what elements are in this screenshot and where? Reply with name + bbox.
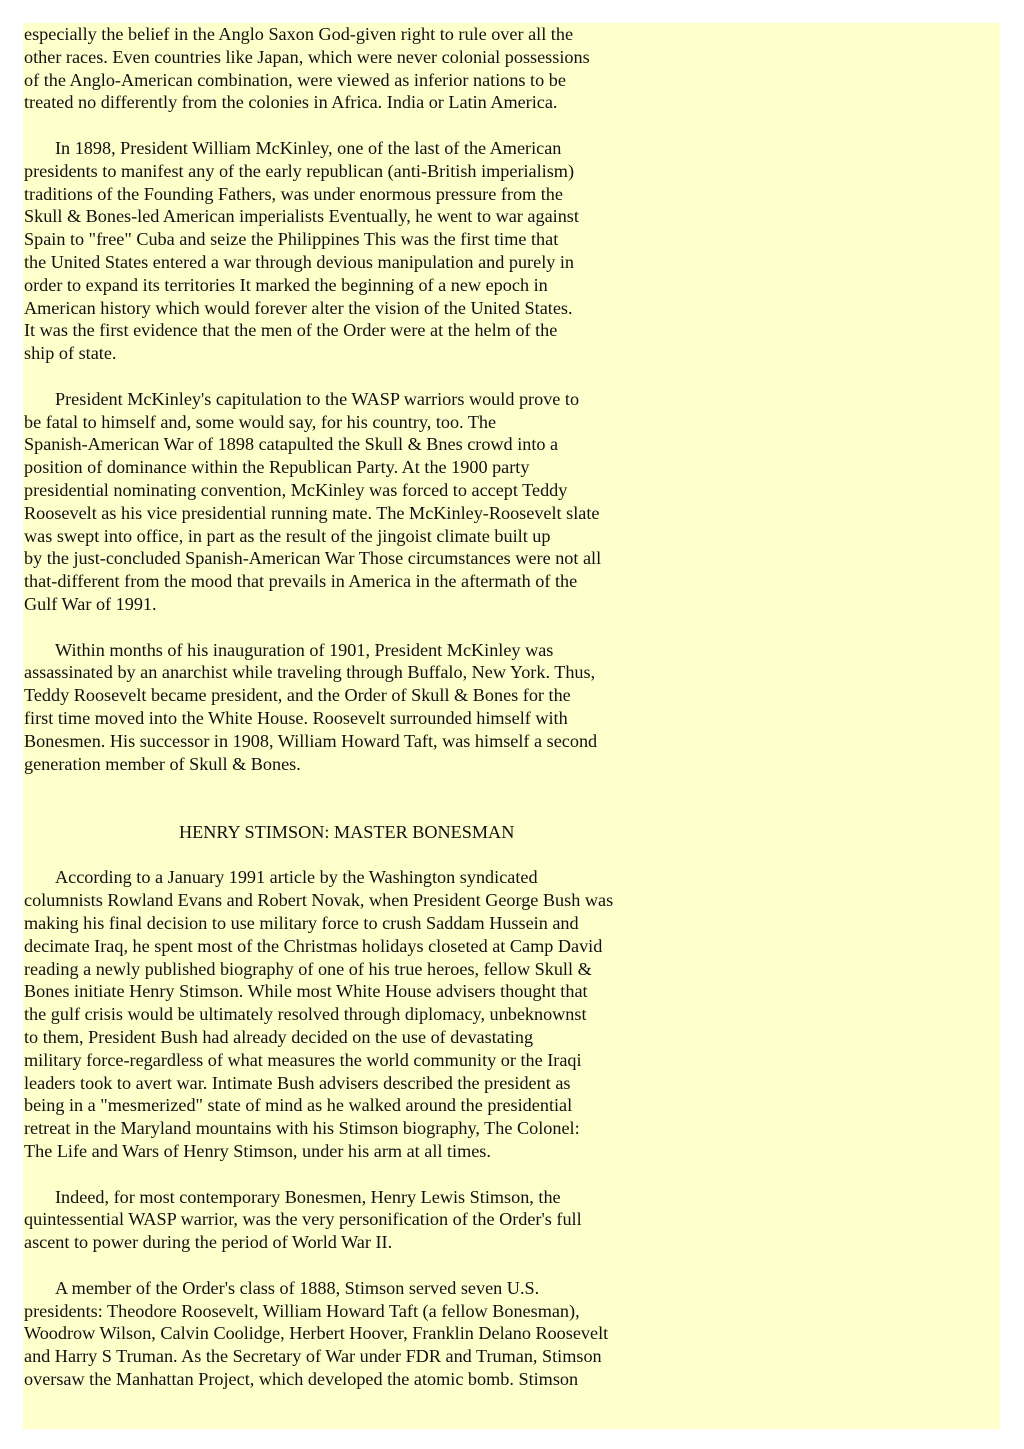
text-line: Roosevelt as his vice presidential running mate. The McKinley-Roosevelt slate: [24, 502, 600, 523]
text-line: that-different from the mood that prevails in America in the aftermath of the: [24, 571, 578, 592]
text-line: assassinated by an anarchist while traveling through Buffalo, New York. Thus,: [24, 662, 596, 683]
paragraph: [24, 1186, 724, 1254]
text-line: Skull & Bones-led American imperialists Eventually, he went to war against: [24, 206, 579, 227]
text-line: order to expand its territories It marked the beginning of a new epoch in: [24, 274, 548, 295]
document-body: [24, 23, 724, 1414]
text-line: be fatal to himself and, some would say, for his country, too. The: [24, 411, 497, 432]
text-line: treated no differently from the colonies in Africa. India or Latin America.: [24, 92, 558, 113]
text-line: presidents: Theodore Roosevelt, William Howard Taft (a fellow Bonesman),: [24, 1300, 580, 1321]
paragraph: [24, 23, 724, 114]
text-line: Woodrow Wilson, Calvin Coolidge, Herbert Hoover, Franklin Delano Roosevelt: [24, 1323, 609, 1344]
text-line: presidents to manifest any of the early republican (anti-British imperialism): [24, 160, 575, 181]
text-line: President McKinley's capitulation to the WASP warriors would prove to: [55, 388, 580, 409]
text-line: ship of state.: [24, 343, 117, 364]
text-line: Spain to "free" Cuba and seize the Philippines This was the first time that: [24, 229, 559, 250]
section-heading: HENRY STIMSON: MASTER BONESMAN: [179, 821, 515, 842]
paragraph: [24, 639, 724, 776]
text-line: of the Anglo-American combination, were viewed as inferior nations to be: [24, 69, 566, 90]
text-line: oversaw the Manhattan Project, which developed the atomic bomb. Stimson: [24, 1369, 579, 1390]
text-line: reading a newly published biography of one of his true heroes, fellow Skull &: [24, 958, 592, 979]
text-line: presidential nominating convention, McKinley was forced to accept Teddy: [24, 479, 568, 500]
paragraph-group-intro: [24, 23, 724, 775]
text-line: first time moved into the White House. Roosevelt surrounded himself with: [24, 707, 568, 728]
text-line: decimate Iraq, he spent most of the Christmas holidays closeted at Camp David: [24, 935, 603, 956]
text-line: A member of the Order's class of 1888, Stimson served seven U.S.: [55, 1277, 540, 1298]
text-line: Within months of his inauguration of 1901, President McKinley was: [55, 639, 554, 660]
text-line: leaders took to avert war. Intimate Bush advisers described the president as: [24, 1072, 571, 1093]
text-line: Bones initiate Henry Stimson. While most White House advisers thought that: [24, 981, 588, 1002]
paragraph: [24, 1277, 724, 1391]
text-line: position of dominance within the Republican Party. At the 1900 party: [24, 457, 530, 478]
paragraph-group-stimson: [24, 866, 724, 1390]
text-line: Spanish-American War of 1898 catapulted the Skull & Bnes crowd into a: [24, 434, 559, 455]
text-line: other races. Even countries like Japan, which were never colonial possessions: [24, 46, 590, 67]
paragraph: [24, 866, 724, 1162]
text-line: especially the belief in the Anglo Saxon God-given right to rule over all the: [24, 24, 574, 44]
text-line: traditions of the Founding Fathers, was under enormous pressure from the: [24, 183, 563, 204]
text-line: and Harry S Truman. As the Secretary of War under FDR and Truman, Stimson: [24, 1346, 602, 1367]
text-line: Indeed, for most contemporary Bonesmen, Henry Lewis Stimson, the: [55, 1186, 561, 1207]
text-line: ascent to power during the period of World War II.: [24, 1232, 393, 1253]
text-line: Teddy Roosevelt became president, and the Order of Skull & Bones for the: [24, 685, 571, 706]
text-line: According to a January 1991 article by the Washington syndicated: [55, 867, 538, 888]
text-line: military force-regardless of what measures the world community or the Iraqi: [24, 1049, 582, 1070]
document-page: [23, 23, 1000, 1429]
text-line: quintessential WASP warrior, was the very personification of the Order's full: [24, 1209, 582, 1230]
text-line: generation member of Skull & Bones.: [24, 753, 301, 774]
text-line: The Life and Wars of Henry Stimson, under his arm at all times.: [24, 1141, 491, 1162]
text-line: It was the first evidence that the men of the Order were at the helm of the: [24, 320, 558, 341]
text-line: to them, President Bush had already decided on the use of devastating: [24, 1027, 534, 1048]
paragraph: [24, 388, 724, 616]
text-line: American history which would forever alter the vision of the United States.: [24, 297, 573, 318]
text-line: the United States entered a war through devious manipulation and purely in: [24, 251, 575, 272]
text-line: Bonesmen. His successor in 1908, William Howard Taft, was himself a second: [24, 730, 598, 751]
text-line: by the just-concluded Spanish-American War Those circumstances were not all: [24, 548, 602, 569]
paragraph: [24, 137, 724, 365]
text-line: making his final decision to use military force to crush Saddam Hussein and: [24, 913, 579, 934]
text-line: the gulf crisis would be ultimately resolved through diplomacy, unbeknownst: [24, 1004, 587, 1025]
text-line: was swept into office, in part as the result of the jingoist climate built up: [24, 525, 551, 546]
text-line: In 1898, President William McKinley, one of the last of the American: [55, 137, 562, 158]
text-line: retreat in the Maryland mountains with his Stimson biography, The Colonel:: [24, 1118, 580, 1139]
text-line: being in a "mesmerized" state of mind as he walked around the presidential: [24, 1095, 573, 1116]
text-line: Gulf War of 1991.: [24, 593, 157, 614]
text-line: columnists Rowland Evans and Robert Novak, when President George Bush was: [24, 890, 614, 911]
